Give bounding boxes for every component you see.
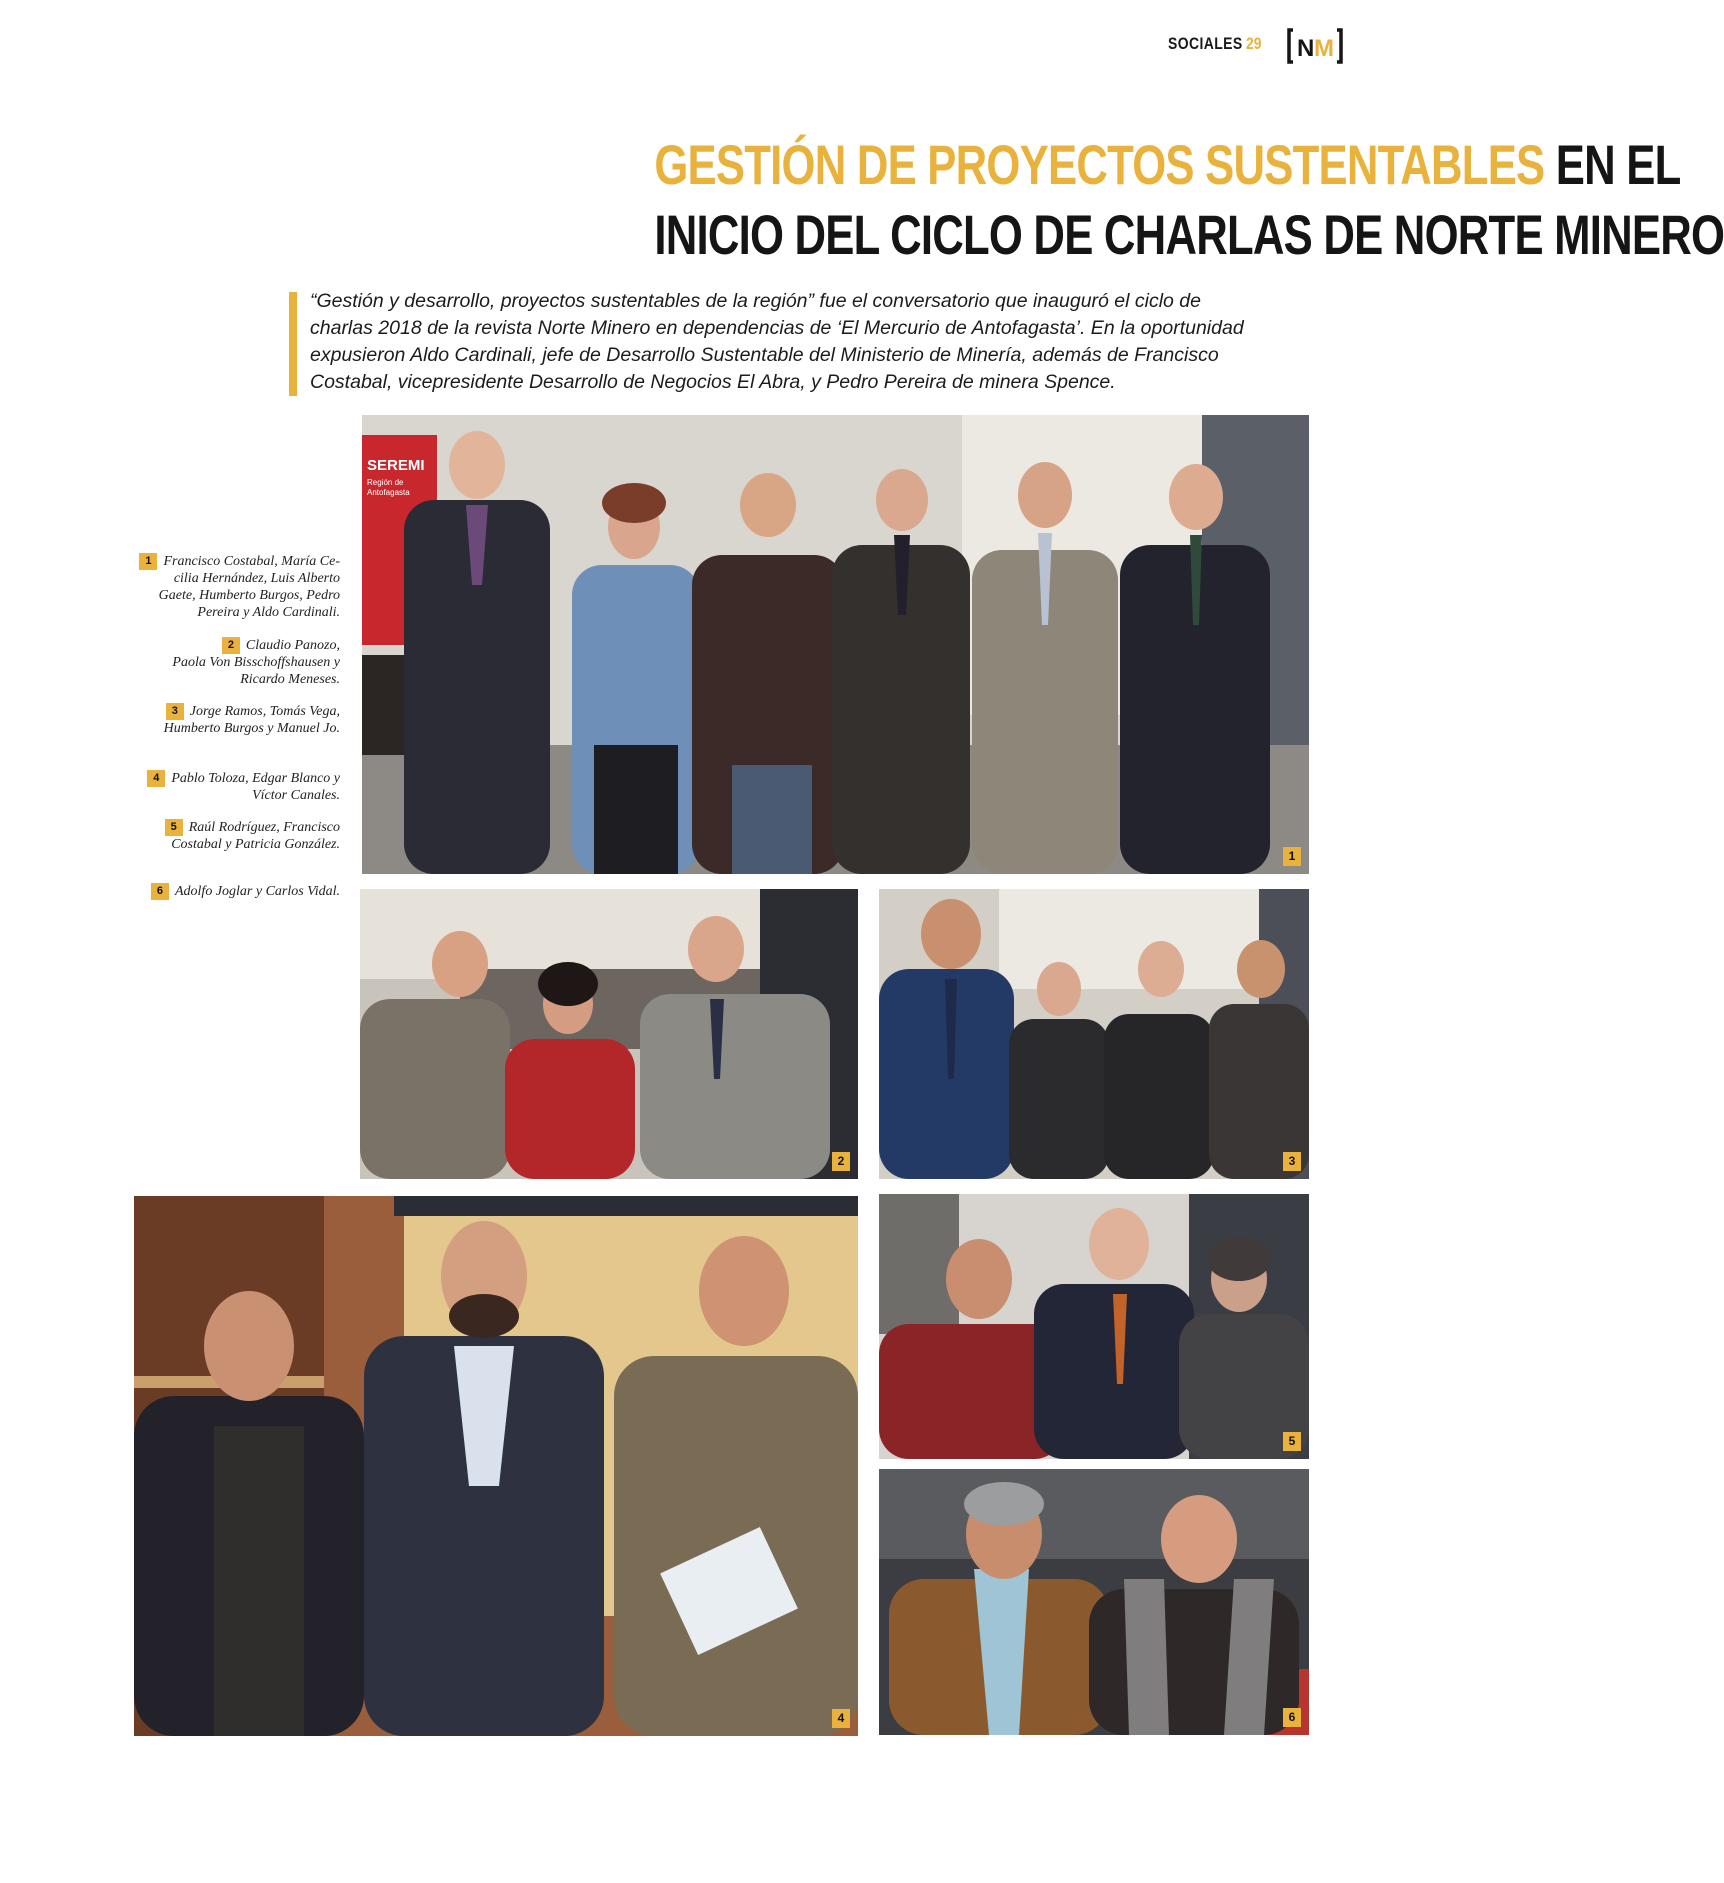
title-accent: GESTIÓN DE PROYECTOS SUSTENTABLES: [654, 133, 1545, 196]
title-rest: EN EL: [1555, 133, 1681, 196]
lead-accent-bar: [289, 292, 297, 396]
caption-text: Gaete, Humberto Burgos, Pedro: [158, 588, 340, 603]
title-line-2: INICIO DEL CICLO DE CHARLAS DE NORTE MINERO: [654, 203, 1724, 266]
caption-number: 1: [139, 553, 157, 570]
group-photo-4: [134, 1196, 858, 1736]
caption-text: Jorge Ramos, Tomás Vega,: [189, 704, 340, 719]
lead-line: expusieron Aldo Cardinali, jefe de Desarrollo Sustentable del Ministerio de Minería, además de Francisco: [310, 344, 1219, 366]
photo-4-image: [134, 1196, 858, 1736]
seremi-sign-line: Región de: [367, 478, 404, 487]
caption-4: [110, 770, 340, 804]
section-label: SOCIALES: [1168, 34, 1243, 53]
caption-number: 2: [222, 637, 240, 654]
lead-line: “Gestión y desarrollo, proyectos sustentables de la región” fue el conversatorio que inauguró el ciclo de: [310, 290, 1202, 312]
caption-text: cilia Hernández, Luis Alberto: [173, 571, 340, 586]
caption-number: 6: [151, 883, 169, 900]
lead-line: Costabal, vicepresidente Desarrollo de Negocios El Abra, y Pedro Pereira de minera Spence.: [310, 371, 1116, 393]
caption-text: Humberto Burgos y Manuel Jo.: [163, 721, 340, 736]
article-title: [470, 130, 1724, 270]
photo-6-image: [879, 1469, 1309, 1735]
group-photo-5: [879, 1194, 1309, 1459]
logo-letter-n: N: [1297, 35, 1315, 62]
caption-2: [110, 637, 340, 688]
photo-number-badge: 6: [1283, 1708, 1301, 1727]
group-photo-1: [362, 415, 1309, 874]
page-number: 29: [1246, 34, 1262, 53]
title-line-1: [654, 130, 1681, 200]
caption-text: Víctor Canales.: [252, 788, 340, 803]
seremi-sign-line: Antofagasta: [367, 488, 410, 497]
logo-letter-m: M: [1314, 35, 1334, 62]
caption-text: Raúl Rodríguez, Francisco: [188, 820, 340, 835]
caption-number: 5: [165, 819, 183, 836]
caption-text: Paola Von Bisschoffshausen y: [172, 655, 340, 670]
caption-5: [110, 819, 340, 853]
caption-1: [110, 553, 340, 621]
lead-paragraph: [310, 288, 1310, 396]
photo-number-badge: 5: [1283, 1432, 1301, 1451]
photo-1-image: [362, 415, 1309, 874]
photo-number-badge: 3: [1283, 1152, 1301, 1171]
caption-number: 3: [166, 703, 184, 720]
seremi-sign-title: SEREMI: [367, 457, 425, 474]
photo-number-badge: 4: [832, 1709, 850, 1728]
caption-text: Ricardo Meneses.: [240, 672, 340, 687]
caption-number: 4: [147, 770, 165, 787]
lead-line: charlas 2018 de la revista Norte Minero en dependencias de ‘El Mercurio de Antofagasta’. En la oportunidad: [310, 317, 1244, 339]
group-photo-6: [879, 1469, 1309, 1735]
nm-logo: [1287, 26, 1343, 66]
caption-6: [110, 883, 340, 900]
caption-text: Francisco Costabal, María Ce-: [163, 554, 340, 569]
caption-3: [110, 703, 340, 737]
photo-2-image: [360, 889, 858, 1179]
caption-text: Pablo Toloza, Edgar Blanco y: [171, 771, 340, 786]
caption-text: Pereira y Aldo Cardinali.: [197, 605, 340, 620]
photo-5-image: [879, 1194, 1309, 1459]
group-photo-2: [360, 889, 858, 1179]
photo-number-badge: 1: [1283, 847, 1301, 866]
photo-3-image: [879, 889, 1309, 1179]
caption-text: Costabal y Patricia González.: [171, 837, 340, 852]
caption-text: Claudio Panozo,: [245, 638, 340, 653]
photo-number-badge: 2: [832, 1152, 850, 1171]
group-photo-3: [879, 889, 1309, 1179]
caption-text: Adolfo Joglar y Carlos Vidal.: [174, 884, 340, 899]
